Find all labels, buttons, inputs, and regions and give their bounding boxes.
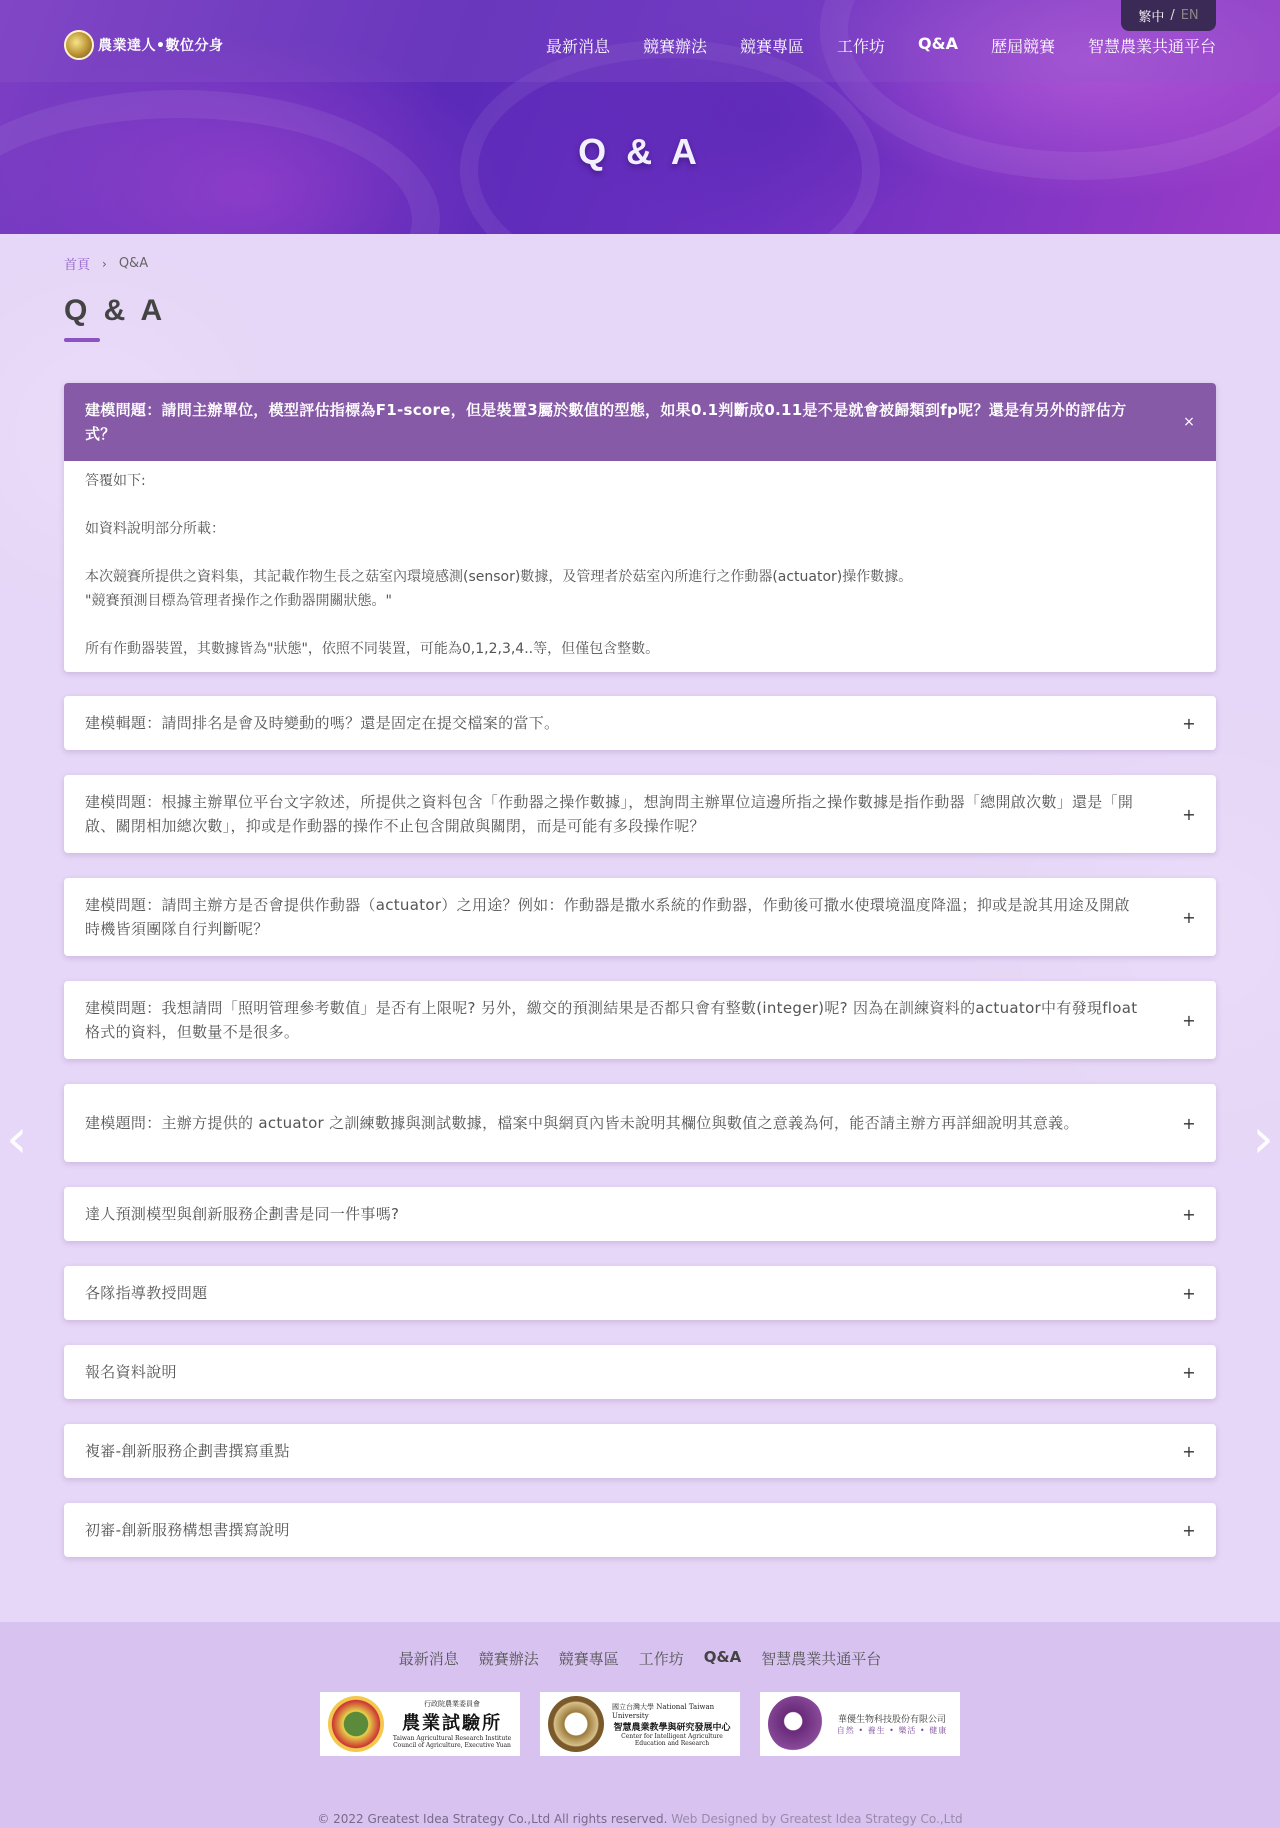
faq-question-header[interactable] [64,1345,1216,1399]
faq-question: 建模問題：根據主辦單位平台文字敘述，所提供之資料包含「作動器之操作數據」，想詢問主辦單位這邊所指之操作數據是指作動器「總開啟次數」還是「開啟、關閉相加總次數」，抑或是作動器的操作不止包含開啟與關閉，而是可能有多段操作呢？ [85,793,1134,835]
lang-zh[interactable]: 繁中 [1138,10,1165,25]
breadcrumb [64,254,148,273]
main-content [0,234,1280,1622]
partner-tari-logo[interactable] [320,1692,520,1756]
language-switcher [1121,0,1216,31]
footer [0,1622,1280,1802]
partner-name: 農業試驗所 [402,1713,502,1734]
faq-item[interactable] [64,1345,1216,1399]
breadcrumb-home[interactable]: 首頁 [64,258,91,273]
partner-name: 智慧農業教學與研究發展中心 [613,1722,731,1733]
hero-title: Q & A [578,131,702,172]
faq-item[interactable] [64,775,1216,853]
partner-text: Education and Research [634,1739,710,1747]
faq-question-header[interactable] [64,981,1216,1059]
faq-question: 初審-創新服務構想書撰寫說明 [85,1521,290,1539]
close-icon[interactable]: × [1183,414,1195,430]
answer-line: "競賽預測目標為管理者操作之作動器開關狀態。" [85,593,392,609]
page-title: Q & A [64,294,167,327]
plus-icon[interactable]: + [1182,1204,1196,1224]
chevron-right-icon: › [102,256,107,271]
nav-qa[interactable]: Q&A [918,34,958,53]
faq-question: 達人預測模型與創新服務企劃書是同一件事嗎? [85,1205,400,1223]
partner-huayou-logo[interactable] [760,1692,960,1756]
plus-icon[interactable]: + [1182,713,1196,733]
faq-question-header[interactable] [64,1187,1216,1241]
lang-separator: / [1170,8,1175,23]
faq-item[interactable] [64,1187,1216,1241]
answer-line [85,541,1195,565]
answer-line: 所有作動器裝置，其數據皆為"狀態"，依照不同裝置，可能為0,1,2,3,4..等，但僅包含整數。 [85,641,660,657]
copyright-bar [0,1802,1280,1828]
partner-ntu-logo[interactable] [540,1692,740,1756]
breadcrumb-current: Q&A [118,256,149,271]
footer-nav [0,1648,1280,1669]
faq-answer [64,461,1216,675]
chevron-right-icon[interactable]: › [1252,1107,1274,1170]
faq-question-header[interactable] [64,1424,1216,1478]
partner-text: 行政院農業委員會 [424,1700,480,1708]
lang-en[interactable]: EN [1180,8,1199,23]
plus-icon[interactable]: + [1182,1010,1196,1030]
faq-question: 報名資料說明 [85,1363,177,1381]
answer-line [85,613,1195,637]
faq-item[interactable] [64,1503,1216,1557]
faq-question-header[interactable] [64,1266,1216,1320]
faq-question: 建模問題：請問主辦單位，模型評估指標為F1-score，但是裝置3屬於數值的型態，如果0.1判斷成0.11是不是就會被歸類到fp呢？還是有另外的評估方式？ [85,401,1127,443]
faq-question-header[interactable] [64,878,1216,956]
copyright-text: © 2022 Greatest Idea Strategy Co.,Ltd All rights reserved. [317,1812,668,1826]
faq-question-header[interactable] [64,1084,1216,1162]
faq-question: 建模題問：主辦方提供的 actuator 之訓練數據與測試數據，檔案中與網頁內皆未說明其欄位與數值之意義為何，能否請主辦方再詳細說明其意義。 [85,1114,1079,1132]
ntu-seal-icon [548,1696,604,1752]
footer-nav-rules[interactable]: 競賽辦法 [478,1650,539,1668]
faq-question-header[interactable] [64,383,1216,461]
nav-news[interactable]: 最新消息 [545,37,610,56]
main-nav [546,34,1216,57]
nav-past-competitions[interactable]: 歷屆競賽 [990,37,1055,56]
logo-emblem-icon [64,30,94,60]
faq-question: 建模輯題：請問排名是會及時變動的嗎？還是固定在提交檔案的當下。 [85,714,560,732]
huayou-seal-icon [768,1696,824,1752]
faq-item[interactable] [64,1424,1216,1478]
footer-nav-qa[interactable]: Q&A [703,1648,742,1666]
title-underline [64,338,100,342]
partner-text: Center for Intelligent Agriculture [621,1732,723,1740]
partner-text: Council of Agriculture, Executive Yuan [393,1742,511,1749]
plus-icon[interactable]: + [1182,1362,1196,1382]
partner-text: 國立台灣大學 National Taiwan University [612,1702,715,1720]
answer-line: 答覆如下: [85,473,146,489]
faq-question: 各隊指導教授問題 [85,1284,208,1302]
footer-nav-workshop[interactable]: 工作坊 [638,1650,684,1668]
faq-question: 建模問題：請問主辦方是否會提供作動器（actuator）之用途？例如：作動器是撒水系統的作動器，作動後可撒水使環境溫度降溫；抑或是說其用途及開啟時機皆須團隊自行判斷呢？ [85,896,1130,938]
plus-icon[interactable]: + [1182,1441,1196,1461]
footer-nav-competition[interactable]: 競賽專區 [558,1650,619,1668]
faq-question-header[interactable] [64,775,1216,853]
answer-line: 如資料說明部分所載： [85,521,225,537]
plus-icon[interactable]: + [1182,1520,1196,1540]
designer-credit[interactable]: Web Designed by Greatest Idea Strategy Co.,Ltd [671,1812,963,1826]
chevron-left-icon[interactable]: ‹ [6,1107,28,1170]
partner-name: 華優生物科技股份有限公司 [837,1715,946,1725]
answer-line [85,493,1195,517]
tari-seal-icon [328,1696,384,1752]
site-logo[interactable] [64,30,223,60]
faq-question: 複審-創新服務企劃書撰寫重點 [85,1442,290,1460]
faq-question: 建模問題：我想請問「照明管理參考數值」是否有上限呢? 另外，繳交的預測結果是否都只會有整數(integer)呢? 因為在訓練資料的actuator中有發現float格式的資料，但數量不是很多。 [85,999,1138,1041]
faq-item[interactable] [64,1084,1216,1162]
faq-item[interactable] [64,981,1216,1059]
answer-line: 本次競賽所提供之資料集，其記載作物生長之菇室內環境感測(sensor)數據，及管理者於菇室內所進行之作動器(actuator)操作數據。 [85,569,913,585]
faq-item [64,383,1216,672]
logo-text: 農業達人•數位分身 [98,38,224,54]
hero-banner [0,0,1280,234]
nav-smart-agri-platform[interactable]: 智慧農業共通平台 [1087,37,1216,56]
partner-text: 自然 • 養生 • 樂活 • 健康 [836,1726,948,1735]
partner-text: Taiwan Agricultural Research Institute [392,1735,512,1742]
faq-item[interactable] [64,878,1216,956]
plus-icon[interactable]: + [1182,1113,1196,1133]
faq-question-header[interactable] [64,1503,1216,1557]
nav-rules[interactable]: 競賽辦法 [642,37,707,56]
nav-competition[interactable]: 競賽專區 [740,37,805,56]
faq-item[interactable] [64,1266,1216,1320]
partner-logos [320,1692,960,1756]
faq-item[interactable] [64,696,1216,750]
faq-question-header[interactable] [64,696,1216,750]
plus-icon[interactable]: + [1182,804,1196,824]
footer-nav-news[interactable]: 最新消息 [398,1650,459,1668]
footer-nav-smart-agri-platform[interactable]: 智慧農業共通平台 [761,1650,882,1668]
plus-icon[interactable]: + [1182,1283,1196,1303]
plus-icon[interactable]: + [1182,907,1196,927]
nav-workshop[interactable]: 工作坊 [837,37,886,56]
